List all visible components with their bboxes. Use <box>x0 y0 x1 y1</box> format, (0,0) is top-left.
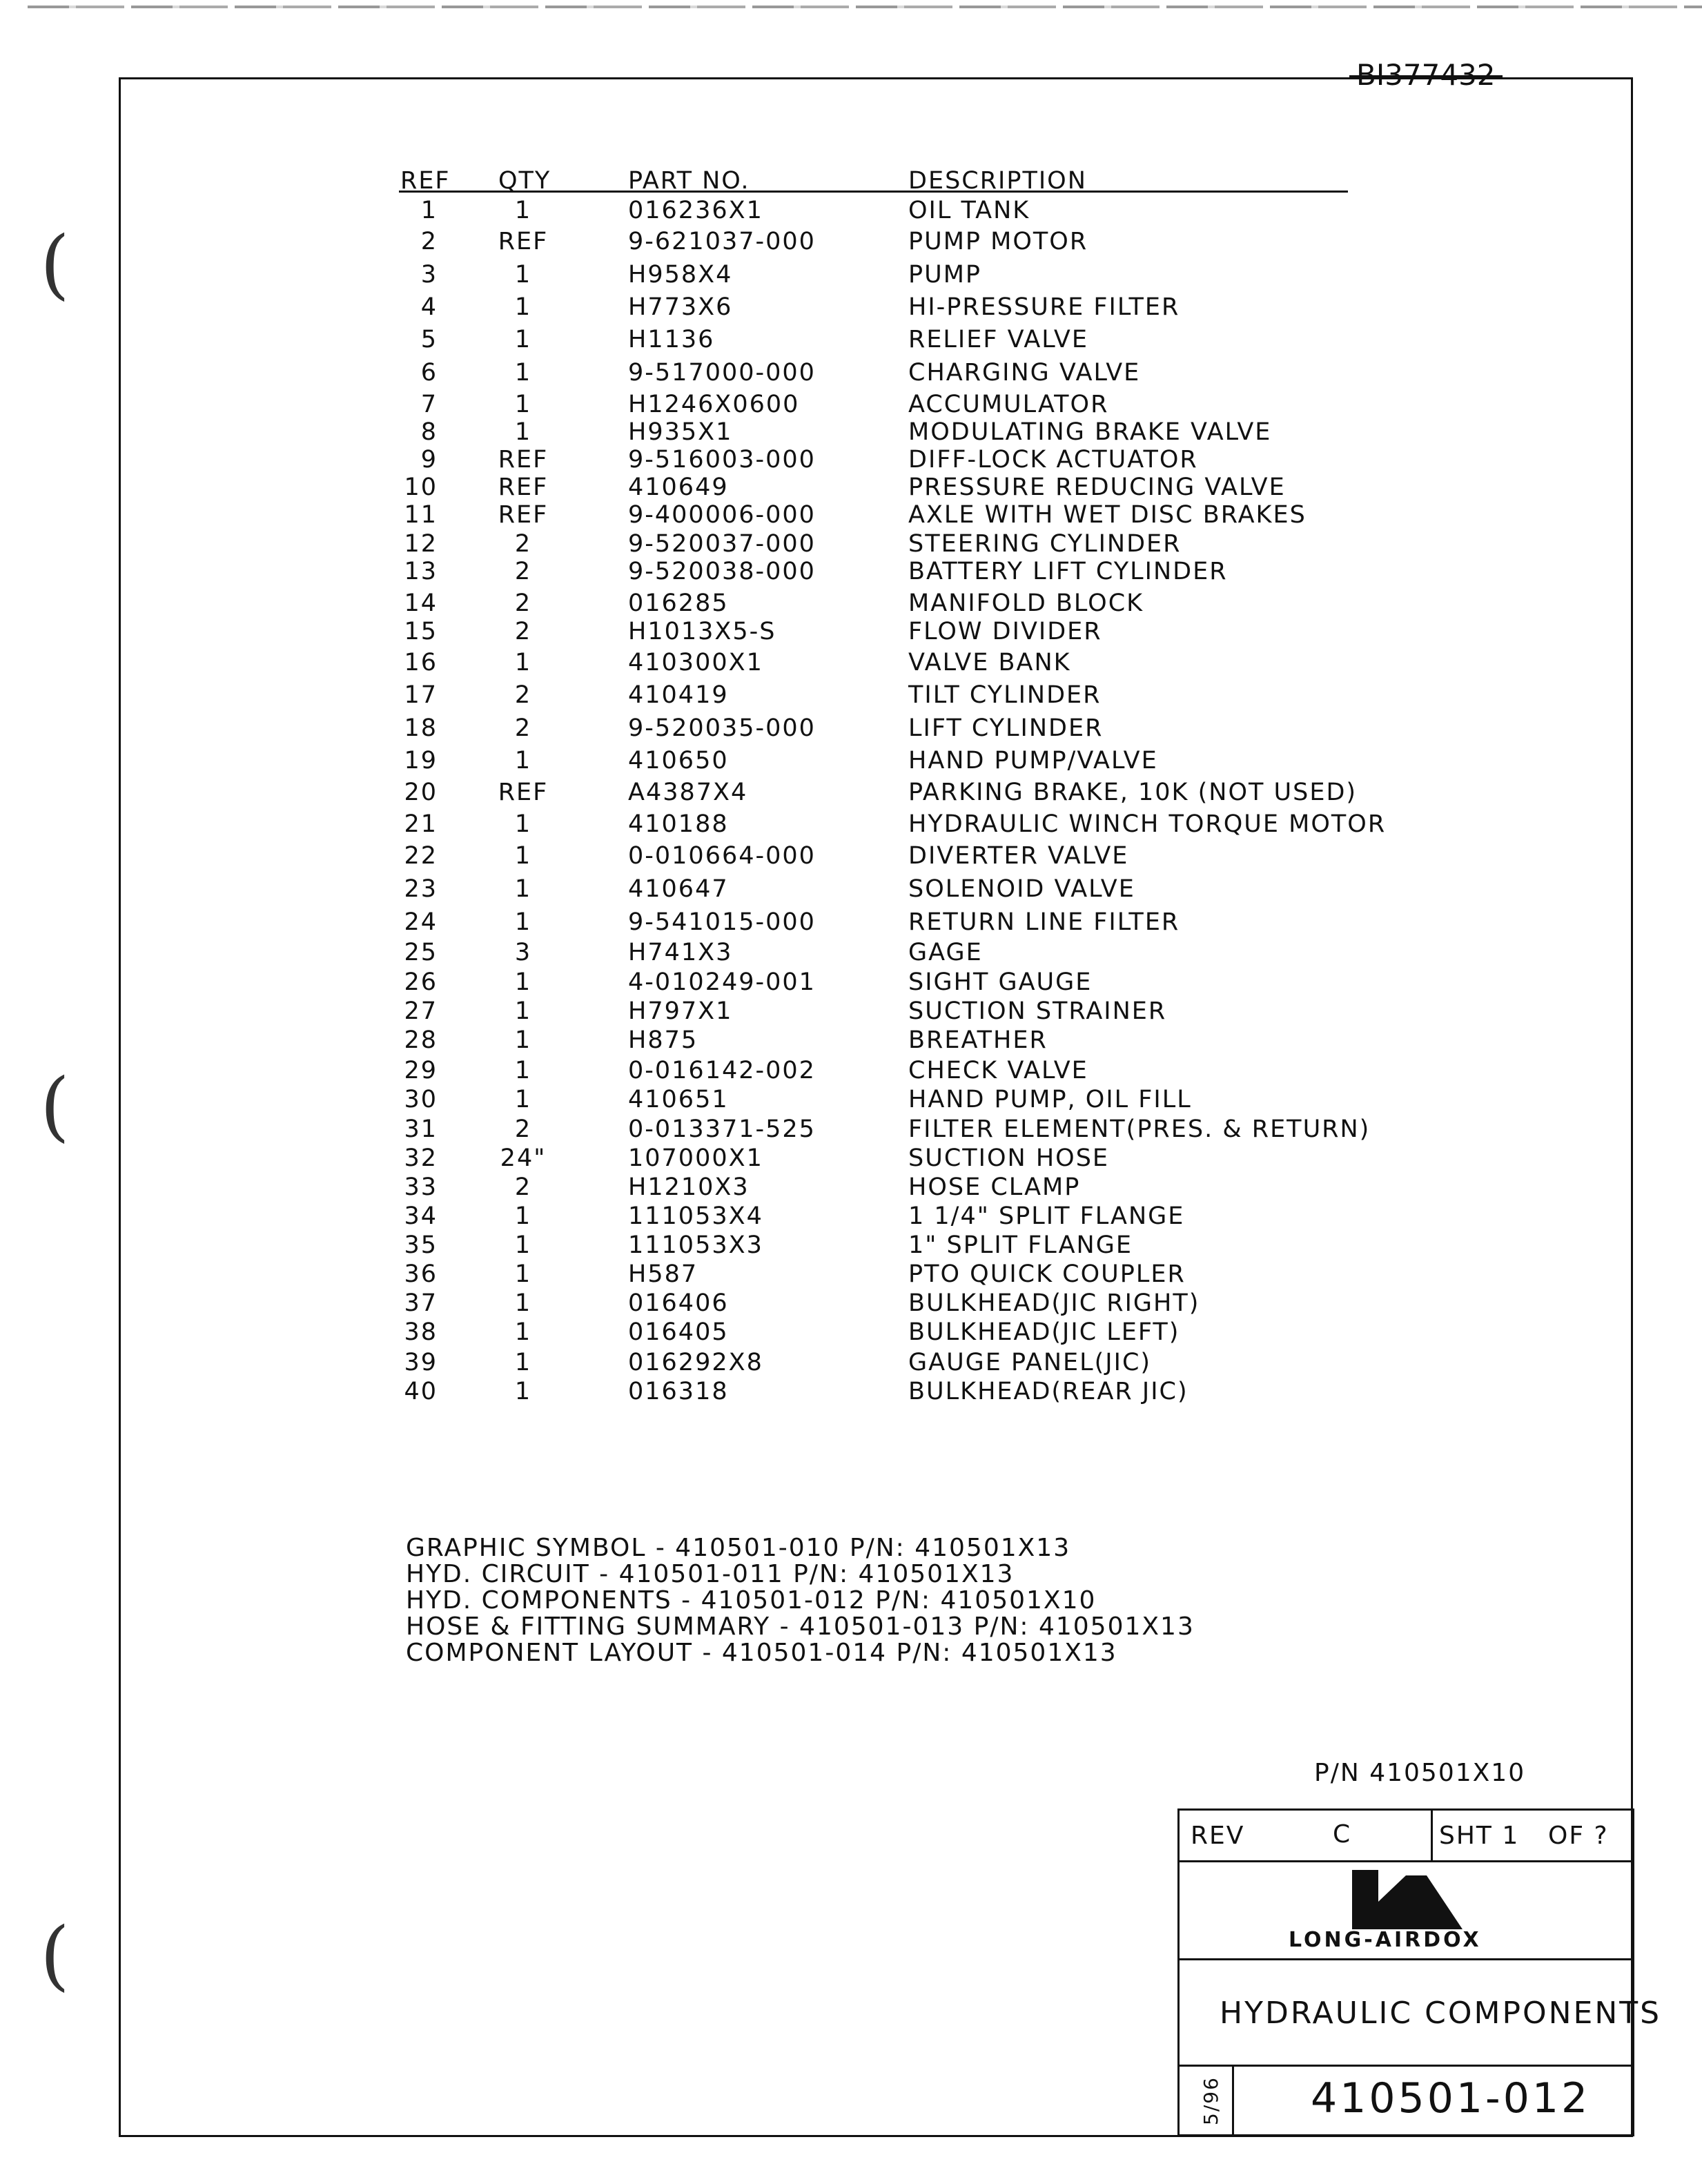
part-number-cell: 016405 <box>628 1318 729 1346</box>
ref-cell: 23 <box>404 875 438 903</box>
part-number-cell: 016318 <box>628 1378 729 1405</box>
sheet-number: SHT 1 <box>1439 1822 1520 1850</box>
description-cell: FILTER ELEMENT(PRES. & RETURN) <box>908 1115 1371 1143</box>
table-row <box>0 474 1702 501</box>
table-row <box>0 1086 1702 1113</box>
description-cell: SUCTION HOSE <box>908 1144 1110 1172</box>
table-row <box>0 359 1702 387</box>
ref-cell: 7 <box>420 391 438 418</box>
part-number-cell: 410188 <box>628 810 729 838</box>
qty-cell: 2 <box>514 1115 532 1143</box>
qty-cell: 2 <box>514 530 532 558</box>
description-cell: PARKING BRAKE, 10K (NOT USED) <box>908 779 1358 806</box>
part-number-label: P/N 410501X10 <box>1314 1759 1526 1787</box>
description-cell: DIVERTER VALVE <box>908 842 1129 870</box>
qty-cell: 1 <box>514 1026 532 1054</box>
part-number-cell: H1246X0600 <box>628 391 800 418</box>
title-block <box>1177 1808 1662 2136</box>
qty-cell: 1 <box>514 810 532 838</box>
table-row <box>0 530 1702 558</box>
qty-cell: 2 <box>514 589 532 617</box>
description-cell: PTO QUICK COUPLER <box>908 1260 1186 1288</box>
description-cell: DIFF-LOCK ACTUATOR <box>908 446 1198 474</box>
part-number-cell: 9-520035-000 <box>628 714 816 742</box>
title-block-divider <box>1180 2065 1632 2067</box>
ref-cell: 11 <box>404 501 438 529</box>
table-row <box>0 228 1702 255</box>
table-row <box>0 842 1702 870</box>
part-number-cell: 410419 <box>628 681 729 709</box>
ref-cell: 27 <box>404 997 438 1025</box>
qty-cell: REF <box>498 474 549 501</box>
part-number-cell: 016285 <box>628 589 729 617</box>
ref-cell: 14 <box>404 589 438 617</box>
qty-cell: 2 <box>514 681 532 709</box>
description-cell: SOLENOID VALVE <box>908 875 1135 903</box>
punch-hole-mark: ( <box>40 1911 70 1999</box>
description-cell: MODULATING BRAKE VALVE <box>908 418 1272 446</box>
table-row <box>0 1173 1702 1201</box>
description-cell: AXLE WITH WET DISC BRAKES <box>908 501 1307 529</box>
part-number-cell: 0-010664-000 <box>628 842 816 870</box>
qty-cell: 1 <box>514 747 532 774</box>
description-cell: RELIEF VALVE <box>908 326 1088 353</box>
part-number-cell: 4-010249-001 <box>628 968 816 996</box>
table-row <box>0 1057 1702 1084</box>
qty-cell: REF <box>498 446 549 474</box>
ref-cell: 28 <box>404 1026 438 1054</box>
part-number-cell: H797X1 <box>628 997 733 1025</box>
table-row <box>0 197 1702 224</box>
qty-cell: 1 <box>514 1349 532 1376</box>
table-row <box>0 1260 1702 1288</box>
table-row <box>0 1318 1702 1346</box>
part-number-cell: A4387X4 <box>628 779 748 806</box>
part-number-cell: 111053X3 <box>628 1231 763 1259</box>
ref-cell: 5 <box>420 326 438 353</box>
header-rule <box>399 191 1348 193</box>
qty-cell: 24" <box>500 1144 547 1172</box>
column-header-qty: QTY <box>498 167 551 195</box>
table-row <box>0 681 1702 709</box>
description-cell: FLOW DIVIDER <box>908 618 1102 645</box>
description-cell: BULKHEAD(JIC RIGHT) <box>908 1289 1200 1317</box>
description-cell: VALVE BANK <box>908 649 1071 676</box>
qty-cell: REF <box>498 779 549 806</box>
table-row <box>0 326 1702 353</box>
description-cell: HOSE CLAMP <box>908 1173 1081 1201</box>
description-cell: BULKHEAD(JIC LEFT) <box>908 1318 1180 1346</box>
ref-cell: 40 <box>404 1378 438 1405</box>
rev-value: C <box>1333 1820 1352 1849</box>
part-number-cell: 9-541015-000 <box>628 908 816 936</box>
part-number-cell: H587 <box>628 1260 698 1288</box>
part-number-cell: 9-621037-000 <box>628 228 816 255</box>
part-number-cell: 9-400006-000 <box>628 501 816 529</box>
table-row <box>0 779 1702 806</box>
part-number-cell: 410647 <box>628 875 729 903</box>
ref-cell: 13 <box>404 558 438 585</box>
description-cell: PUMP <box>908 261 982 289</box>
description-cell: SIGHT GAUGE <box>908 968 1093 996</box>
table-row <box>0 261 1702 289</box>
ref-cell: 25 <box>404 939 438 966</box>
description-cell: GAGE <box>908 939 983 966</box>
ref-cell: 31 <box>404 1115 438 1143</box>
table-row <box>0 1202 1702 1230</box>
ref-cell: 4 <box>420 293 438 321</box>
table-row <box>0 1026 1702 1054</box>
part-number-cell: H935X1 <box>628 418 733 446</box>
ref-cell: 37 <box>404 1289 438 1317</box>
table-row <box>0 997 1702 1025</box>
table-row <box>0 1378 1702 1405</box>
part-number-cell: H1210X3 <box>628 1173 750 1201</box>
ref-cell: 6 <box>420 359 438 387</box>
title-block-divider <box>1431 1811 1433 1860</box>
table-row <box>0 391 1702 418</box>
ref-cell: 26 <box>404 968 438 996</box>
description-cell: MANIFOLD BLOCK <box>908 589 1144 617</box>
part-number-cell: 9-516003-000 <box>628 446 816 474</box>
table-row <box>0 747 1702 774</box>
part-number-cell: H875 <box>628 1026 698 1054</box>
part-number-cell: H741X3 <box>628 939 733 966</box>
ref-cell: 8 <box>420 418 438 446</box>
reference-note: HYD. COMPONENTS - 410501-012 P/N: 410501X10 <box>406 1586 1097 1615</box>
qty-cell: 2 <box>514 558 532 585</box>
title-block-divider <box>1232 2065 1234 2136</box>
qty-cell: 3 <box>514 939 532 966</box>
description-cell: LIFT CYLINDER <box>908 714 1104 742</box>
ref-cell: 35 <box>404 1231 438 1259</box>
table-row <box>0 1115 1702 1143</box>
ref-cell: 15 <box>404 618 438 645</box>
table-row <box>0 1349 1702 1376</box>
qty-cell: 1 <box>514 197 532 224</box>
column-header-description: DESCRIPTION <box>908 167 1087 195</box>
ref-cell: 19 <box>404 747 438 774</box>
table-row <box>0 446 1702 474</box>
description-cell: HAND PUMP/VALVE <box>908 747 1158 774</box>
description-cell: SUCTION STRAINER <box>908 997 1167 1025</box>
ref-cell: 9 <box>420 446 438 474</box>
reference-note: HOSE & FITTING SUMMARY - 410501-013 P/N: 410501X13 <box>406 1612 1195 1641</box>
ref-cell: 22 <box>404 842 438 870</box>
drawing-number: 410501-012 <box>1311 2074 1591 2123</box>
ref-cell: 10 <box>404 474 438 501</box>
ref-cell: 21 <box>404 810 438 838</box>
scan-artifact-line <box>28 6 1702 8</box>
qty-cell: 1 <box>514 968 532 996</box>
part-number-cell: 111053X4 <box>628 1202 763 1230</box>
qty-cell: 1 <box>514 418 532 446</box>
qty-cell: 2 <box>514 1173 532 1201</box>
table-row <box>0 714 1702 742</box>
part-number-cell: H1013X5-S <box>628 618 776 645</box>
document-number: BI377432 <box>1356 58 1496 92</box>
punch-hole-mark: ( <box>40 220 70 308</box>
part-number-cell: 9-517000-000 <box>628 359 816 387</box>
table-row <box>0 618 1702 645</box>
ref-cell: 32 <box>404 1144 438 1172</box>
part-number-cell: 410300X1 <box>628 649 763 676</box>
description-cell: HYDRAULIC WINCH TORQUE MOTOR <box>908 810 1387 838</box>
title-block-divider <box>1180 1958 1632 1960</box>
table-row <box>0 649 1702 676</box>
qty-cell: 1 <box>514 1231 532 1259</box>
description-cell: BULKHEAD(REAR JIC) <box>908 1378 1189 1405</box>
part-number-cell: H1136 <box>628 326 715 353</box>
ref-cell: 24 <box>404 908 438 936</box>
company-name: LONG-AIRDOX <box>1289 1928 1482 1952</box>
rev-label: REV <box>1191 1822 1245 1850</box>
description-cell: HAND PUMP, OIL FILL <box>908 1086 1192 1113</box>
description-cell: STEERING CYLINDER <box>908 530 1182 558</box>
ref-cell: 30 <box>404 1086 438 1113</box>
description-cell: OIL TANK <box>908 197 1030 224</box>
ref-cell: 2 <box>420 228 438 255</box>
ref-cell: 39 <box>404 1349 438 1376</box>
qty-cell: 1 <box>514 359 532 387</box>
qty-cell: 1 <box>514 1086 532 1113</box>
part-number-cell: 016292X8 <box>628 1349 763 1376</box>
description-cell: CHECK VALVE <box>908 1057 1088 1084</box>
ref-cell: 33 <box>404 1173 438 1201</box>
qty-cell: 1 <box>514 842 532 870</box>
qty-cell: 1 <box>514 326 532 353</box>
punch-hole-mark: ( <box>40 1062 70 1150</box>
part-number-cell: 107000X1 <box>628 1144 763 1172</box>
reference-note: HYD. CIRCUIT - 410501-011 P/N: 410501X13 <box>406 1560 1015 1588</box>
column-header-ref: REF <box>400 167 451 195</box>
ref-cell: 1 <box>420 197 438 224</box>
qty-cell: 1 <box>514 649 532 676</box>
description-cell: 1 1/4" SPLIT FLANGE <box>908 1202 1185 1230</box>
table-row <box>0 501 1702 529</box>
qty-cell: 1 <box>514 293 532 321</box>
table-row <box>0 968 1702 996</box>
description-cell: GAUGE PANEL(JIC) <box>908 1349 1152 1376</box>
qty-cell: 1 <box>514 1378 532 1405</box>
column-header-part-number: PART NO. <box>628 167 750 195</box>
part-number-cell: 9-520037-000 <box>628 530 816 558</box>
ref-cell: 34 <box>404 1202 438 1230</box>
part-number-cell: 410651 <box>628 1086 729 1113</box>
qty-cell: 1 <box>514 1260 532 1288</box>
table-row <box>0 908 1702 936</box>
description-cell: BATTERY LIFT CYLINDER <box>908 558 1228 585</box>
qty-cell: 1 <box>514 391 532 418</box>
qty-cell: 1 <box>514 908 532 936</box>
part-number-cell: 0-016142-002 <box>628 1057 816 1084</box>
description-cell: BREATHER <box>908 1026 1048 1054</box>
table-row <box>0 810 1702 838</box>
ref-cell: 29 <box>404 1057 438 1084</box>
table-row <box>0 589 1702 617</box>
part-number-cell: H773X6 <box>628 293 733 321</box>
part-number-cell: 410649 <box>628 474 729 501</box>
qty-cell: 2 <box>514 714 532 742</box>
description-cell: CHARGING VALVE <box>908 359 1141 387</box>
qty-cell: 1 <box>514 1318 532 1346</box>
table-row <box>0 939 1702 966</box>
title-block-divider <box>1180 1860 1632 1862</box>
ref-cell: 3 <box>420 261 438 289</box>
long-airdox-logo-icon <box>1352 1870 1463 1936</box>
table-row <box>0 1231 1702 1259</box>
qty-cell: 1 <box>514 1202 532 1230</box>
qty-cell: 1 <box>514 1057 532 1084</box>
qty-cell: 1 <box>514 997 532 1025</box>
table-row <box>0 558 1702 585</box>
description-cell: TILT CYLINDER <box>908 681 1102 709</box>
qty-cell: REF <box>498 228 549 255</box>
table-row <box>0 418 1702 446</box>
qty-cell: 1 <box>514 261 532 289</box>
ref-cell: 18 <box>404 714 438 742</box>
ref-cell: 20 <box>404 779 438 806</box>
part-number-cell: 016236X1 <box>628 197 763 224</box>
description-cell: ACCUMULATOR <box>908 391 1109 418</box>
qty-cell: 1 <box>514 1289 532 1317</box>
qty-cell: 1 <box>514 875 532 903</box>
description-cell: RETURN LINE FILTER <box>908 908 1180 936</box>
table-row <box>0 1144 1702 1172</box>
qty-cell: REF <box>498 501 549 529</box>
ref-cell: 17 <box>404 681 438 709</box>
reference-note: COMPONENT LAYOUT - 410501-014 P/N: 410501X13 <box>406 1639 1117 1667</box>
date-code: 5/96 <box>1199 2076 1222 2125</box>
ref-cell: 38 <box>404 1318 438 1346</box>
description-cell: PUMP MOTOR <box>908 228 1088 255</box>
drawing-title: HYDRAULIC COMPONENTS <box>1220 1996 1662 2031</box>
part-number-cell: 410650 <box>628 747 729 774</box>
description-cell: 1" SPLIT FLANGE <box>908 1231 1133 1259</box>
part-number-cell: 0-013371-525 <box>628 1115 816 1143</box>
description-cell: PRESSURE REDUCING VALVE <box>908 474 1286 501</box>
part-number-cell: H958X4 <box>628 261 733 289</box>
ref-cell: 12 <box>404 530 438 558</box>
part-number-cell: 016406 <box>628 1289 729 1317</box>
ref-cell: 16 <box>404 649 438 676</box>
table-row <box>0 875 1702 903</box>
qty-cell: 2 <box>514 618 532 645</box>
ref-cell: 36 <box>404 1260 438 1288</box>
table-row <box>0 1289 1702 1317</box>
description-cell: HI-PRESSURE FILTER <box>908 293 1180 321</box>
sheet-of: OF ? <box>1548 1822 1609 1850</box>
reference-note: GRAPHIC SYMBOL - 410501-010 P/N: 410501X13 <box>406 1534 1071 1562</box>
part-number-cell: 9-520038-000 <box>628 558 816 585</box>
table-row <box>0 293 1702 321</box>
